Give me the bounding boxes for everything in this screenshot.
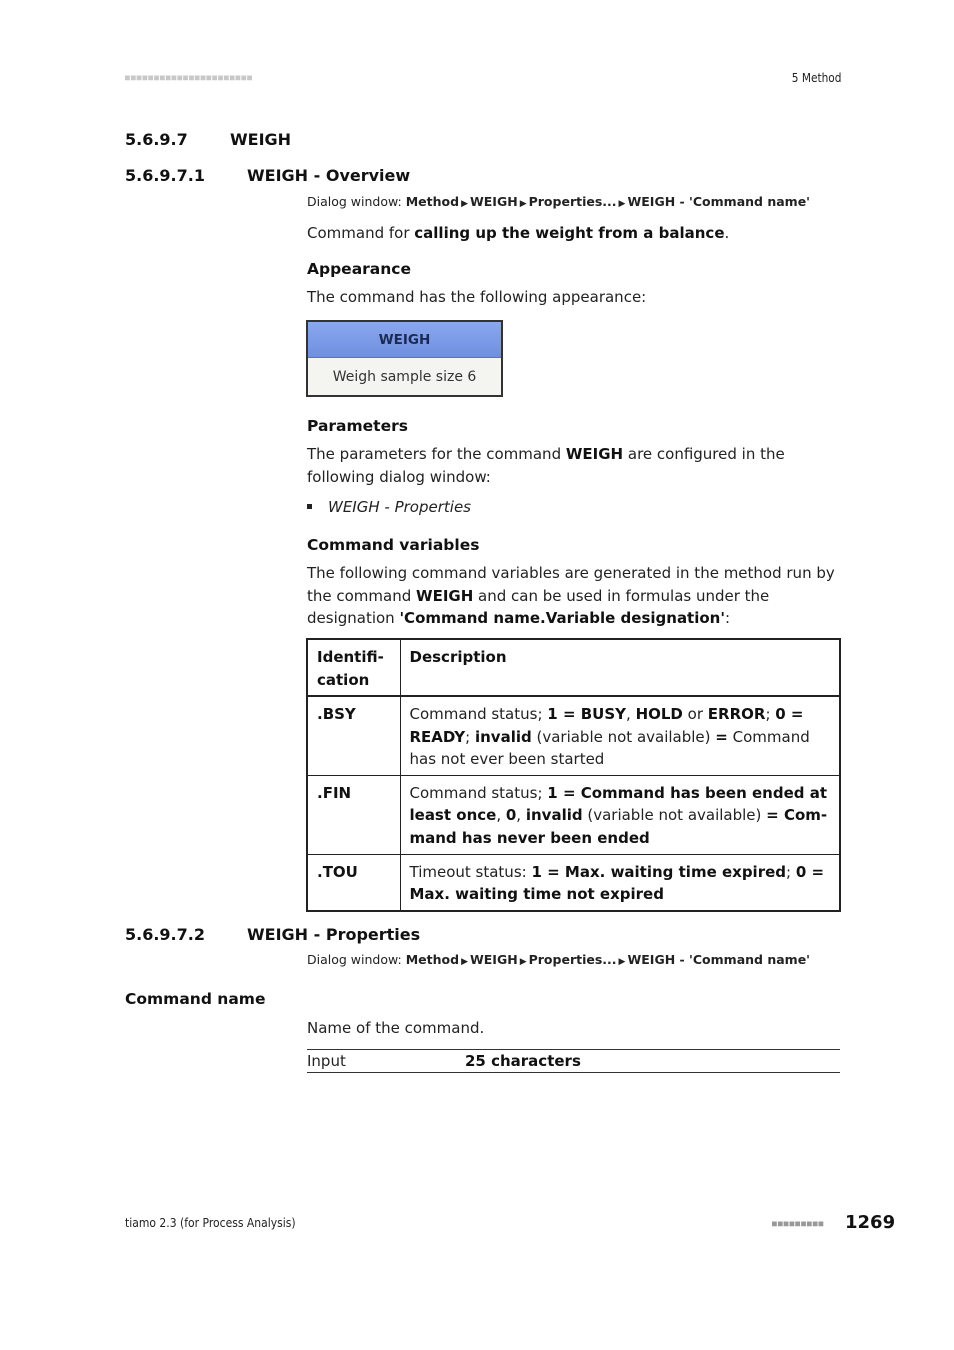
parameters-text: The parameters for the command WEIGH are configured in the following dialog window:	[307, 445, 785, 486]
list-item: WEIGH - Properties	[307, 498, 471, 516]
command-variables-text: The following command variables are generated in the method run by the command WEIGH and can be used in formulas under the designation 'Command name.Variable designation':	[307, 564, 835, 627]
variable-id: .BSY	[307, 696, 400, 775]
subsection-title: WEIGH - Properties	[247, 925, 421, 944]
section-number: 5.6.9.7	[125, 130, 188, 149]
arrow-icon: ▶	[519, 957, 527, 967]
variables-table	[306, 638, 841, 912]
arrow-icon: ▶	[618, 199, 626, 209]
dialog-path: Dialog window: Method ▶ WEIGH ▶ Properties... ▶ WEIGH - 'Command name'	[307, 194, 810, 209]
appearance-heading: Appearance	[307, 260, 411, 278]
input-label: Input	[307, 1052, 346, 1070]
variable-description: Command status; 1 = BUSY, HOLD or ERROR; 0 = READY; invalid (variable not available) = Command has not ever been started	[400, 696, 840, 775]
command-box-label: Weigh sample size 6	[332, 368, 477, 385]
section-title: WEIGH	[230, 130, 292, 149]
header-decoration: ■■■■■■■■■■■■■■■■■■■■■■	[125, 73, 253, 82]
arrow-icon: ▶	[618, 957, 626, 967]
variable-description: Command status; 1 = Command has been ended at least once, 0, invalid (variable not available) = Com-mand has never been ended	[400, 775, 840, 854]
arrow-icon: ▶	[461, 957, 468, 967]
subsection-number: 5.6.9.7.2	[125, 925, 205, 944]
table-header-row	[307, 639, 840, 696]
chapter-label: 5 Method	[791, 71, 841, 85]
input-value: 25 characters	[465, 1052, 581, 1070]
command-name-heading: Command name	[125, 990, 266, 1008]
parameters-heading: Parameters	[307, 417, 408, 435]
footer-decoration: ■■■■■■■■■	[772, 1219, 825, 1228]
dialog-path: Dialog window: Method ▶ WEIGH ▶ Properties... ▶ WEIGH - 'Command name'	[307, 952, 810, 967]
subsection-title: WEIGH - Overview	[247, 166, 411, 185]
variable-description: Timeout status: 1 = Max. waiting time expired; 0 = Max. waiting time not expired	[400, 854, 840, 911]
column-header-identification: Identifi- cation	[307, 639, 400, 696]
intro-text: Command for calling up the weight from a balance.	[307, 224, 730, 242]
variable-id: .TOU	[307, 854, 400, 911]
command-appearance-box	[306, 320, 503, 397]
input-spec-row	[307, 1049, 840, 1073]
table-row	[307, 696, 840, 775]
variable-id: .FIN	[307, 775, 400, 854]
footer-product: tiamo 2.3 (for Process Analysis)	[125, 1216, 296, 1230]
subsection-number: 5.6.9.7.1	[125, 166, 205, 185]
command-name-description: Name of the command.	[307, 1019, 485, 1037]
table-row	[307, 775, 840, 854]
column-header-description: Description	[400, 639, 840, 696]
arrow-icon: ▶	[519, 199, 527, 209]
command-box-header: WEIGH	[308, 322, 501, 358]
command-variables-heading: Command variables	[307, 536, 480, 554]
arrow-icon: ▶	[461, 199, 468, 209]
table-row	[307, 854, 840, 911]
appearance-text: The command has the following appearance:	[307, 288, 647, 306]
page-number: 1269	[845, 1212, 896, 1233]
bullet-icon	[307, 504, 312, 509]
